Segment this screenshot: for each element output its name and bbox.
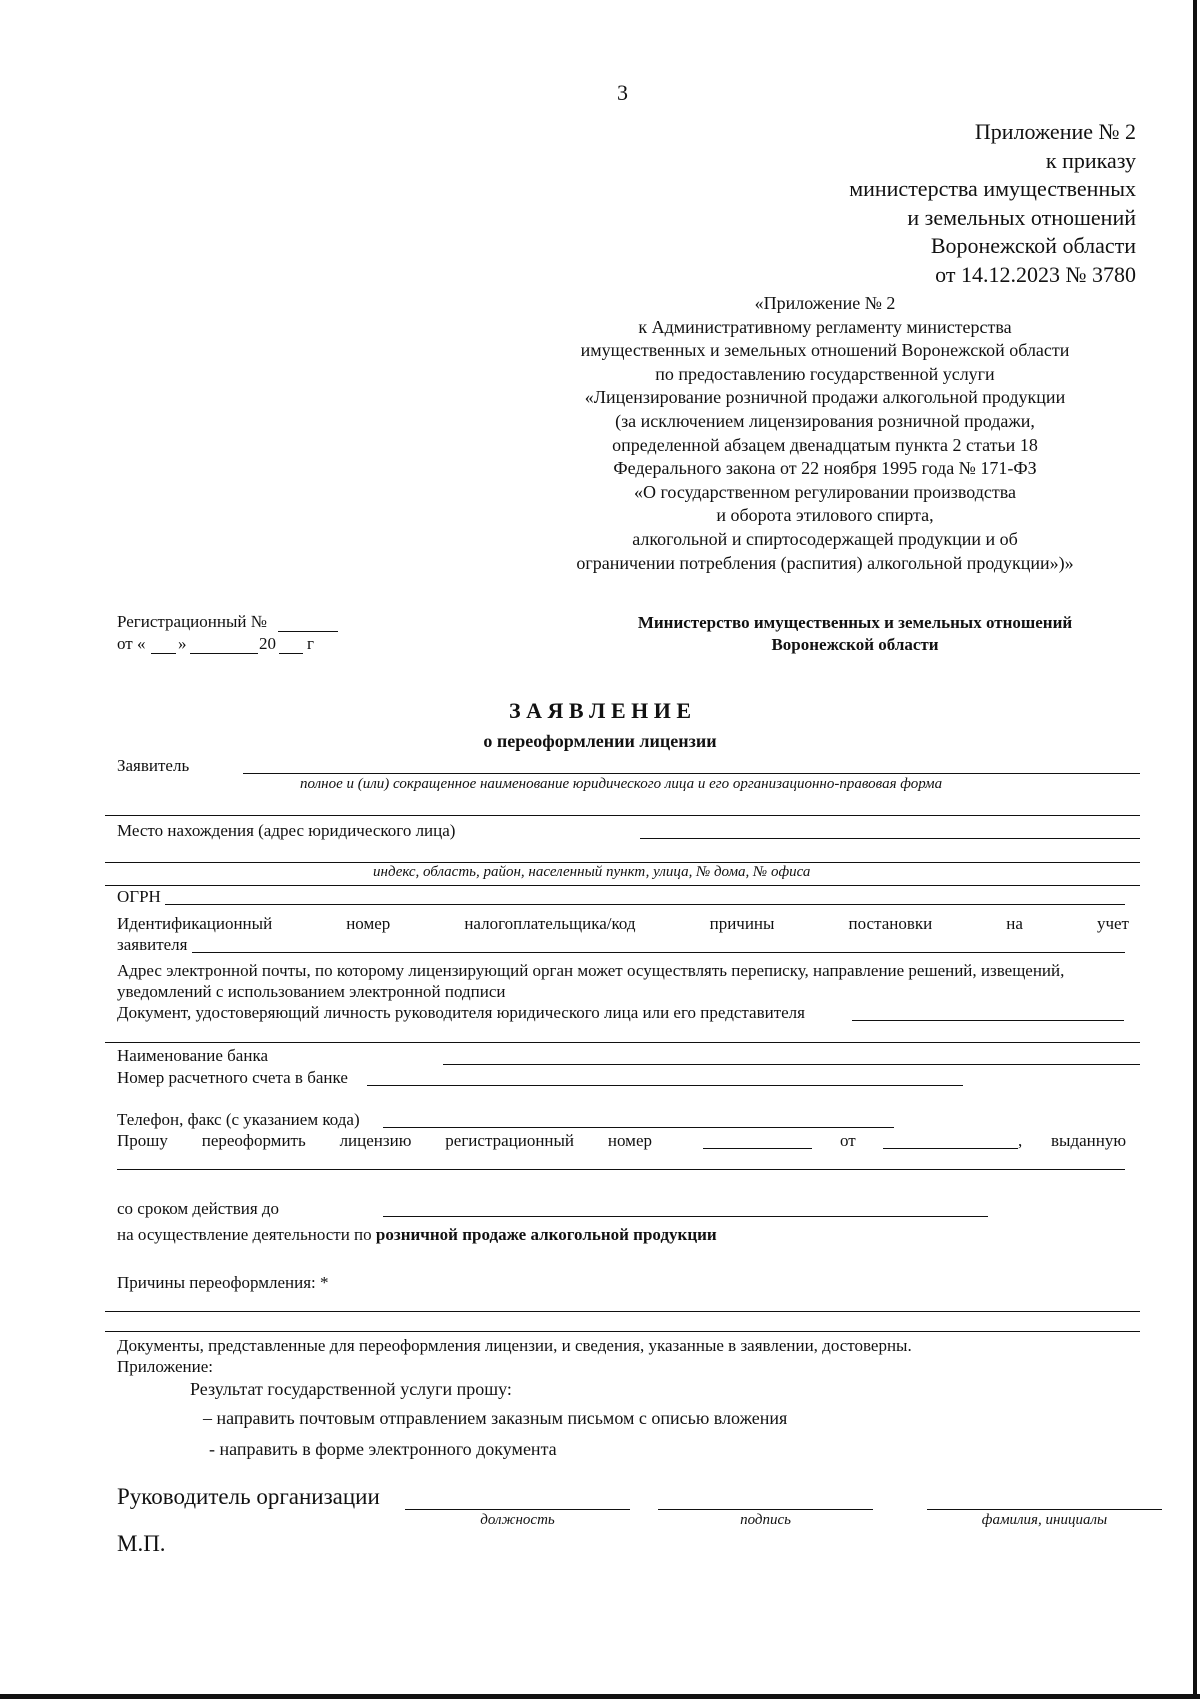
page-border-bottom [0,1694,1200,1699]
appendix-header [849,118,1136,289]
inn-word: налогоплательщика/код [464,914,636,933]
inn-word: на [1006,914,1023,933]
inn-word: учет [1096,914,1129,933]
page-subtitle: о переоформлении лицензии [483,731,717,751]
identity-doc-input-line[interactable] [852,1020,1124,1021]
bank-account-label: Номер расчетного счета в банке [117,1068,348,1087]
request-word: номер [607,1131,652,1150]
signature-head-label: Руководитель организации [117,1484,380,1509]
email-input-line[interactable] [105,1042,1140,1043]
registration-year-line[interactable] [279,653,303,654]
request-word: переоформить [201,1131,306,1150]
bank-name-label: Наименование банка [117,1046,268,1065]
reasons-input-line[interactable] [105,1311,1140,1312]
appendix-line: от 14.12.2023 № 3780 [935,261,1136,287]
issued-by-input-line[interactable] [117,1169,1125,1170]
request-word: лицензию [339,1131,412,1150]
registration-date-suffix: г [307,634,314,653]
regulation-line: ограничении потребления (распития) алкогольной продукции»)» [576,552,1074,573]
validity-label: со сроком действия до [117,1199,280,1218]
reasons-input-line-2[interactable] [105,1331,1140,1332]
name-input-line[interactable] [927,1509,1162,1510]
inn-input-line[interactable] [192,952,1125,953]
applicant-input-line-2[interactable] [105,815,1140,816]
ogrn-input-line[interactable] [165,904,1125,905]
registration-date-year: 20 [259,634,276,653]
regulation-line: по предоставлению государственной услуги [655,363,995,384]
bank-account-input-line[interactable] [367,1085,963,1086]
recipient-line: Министерство имущественных и земельных отношений [637,613,1073,632]
activity-text [117,1225,717,1245]
appendix-line: министерства имущественных [849,176,1136,201]
regulation-line: (за исключением лицензирования розничной продажи, [615,410,1035,431]
phone-label: Телефон, факс (с указанием кода) [117,1110,360,1129]
inn-label [117,914,1129,934]
inn-label-cont: заявителя [117,935,188,954]
location-hint: индекс, область, район, населенный пункт, улица, № дома, № офиса [373,864,811,880]
inn-word: номер [346,914,391,933]
registration-date-from: от « [117,634,146,653]
inn-word: постановки [848,914,933,933]
validity-input-line[interactable] [383,1216,988,1217]
phone-input-line[interactable] [383,1127,894,1128]
registration-day-line[interactable] [151,653,176,654]
inn-word: причины [709,914,775,933]
regulation-line: «Лицензирование розничной продажи алкогольной продукции [584,387,1066,408]
signature-hint: подпись [740,1512,791,1528]
page-border-right [1193,0,1197,1699]
attachment-label: Приложение: [117,1357,213,1376]
location-label: Место нахождения (адрес юридического лица) [117,821,456,840]
regulation-header [520,292,1130,575]
regulation-line: имущественных и земельных отношений Воронежской области [580,340,1070,361]
regulation-line: алкогольной и спиртосодержащей продукции и об [632,528,1018,549]
reasons-label: Причины переоформления: * [117,1273,329,1292]
appendix-line: Приложение № 2 [974,119,1136,144]
license-date-input-line[interactable] [883,1148,1018,1149]
position-input-line[interactable] [405,1509,630,1510]
applicant-input-line[interactable] [243,773,1140,774]
bank-name-input-line[interactable] [443,1064,1140,1065]
request-word: Прошу [117,1131,168,1150]
activity-bold: розничной продаже алкогольной продукции [375,1225,717,1244]
email-label-2: уведомлений с использованием электронной подписи [117,982,506,1001]
regulation-line: и оборота этилового спирта, [716,505,934,526]
registration-number-line[interactable] [278,631,338,632]
request-text [117,1131,652,1151]
license-number-input-line[interactable] [703,1148,812,1149]
appendix-line: к приказу [1045,147,1136,173]
identity-doc-label: Документ, удостоверяющий личность руководителя юридического лица или его представителя [117,1003,805,1022]
regulation-line: к Административному регламенту министерства [638,316,1012,337]
request-word: регистрационный [445,1131,575,1150]
request-comma: , [1018,1131,1023,1150]
registration-number-label: Регистрационный № [117,612,267,631]
registration-date-quote: » [178,634,187,653]
request-from: от [840,1131,856,1150]
appendix-line: и земельных отношений [907,204,1136,230]
ogrn-label: ОГРН [117,887,161,906]
position-hint: должность [480,1512,555,1528]
appendix-line: Воронежской области [930,233,1136,258]
email-label-1: Адрес электронной почты, по которому лицензирующий орган может осуществлять переписку, направление решений, извещений, [117,961,1065,980]
signature-input-line[interactable] [658,1509,873,1510]
regulation-line: определенной абзацем двенадцатым пункта 2 статьи 18 [612,434,1038,455]
result-option-mail[interactable]: – направить почтовым отправлением заказным письмом с описью вложения [203,1408,788,1428]
stamp-place: М.П. [117,1531,166,1556]
activity-prefix: на осуществление деятельности по [117,1225,376,1244]
applicant-hint: полное и (или) сокращенное наименование юридического лица и его организационно-правовая форма [300,776,943,792]
page-title: З А Я В Л Е Н И Е [508,698,692,723]
registration-month-line[interactable] [190,653,258,654]
regulation-line: «О государственном регулировании производства [633,481,1017,502]
regulation-line: «Приложение № 2 [754,293,896,313]
location-input-line-2[interactable] [105,862,1140,863]
recipient [600,612,1110,656]
documents-true-text: Документы, представленные для переоформления лицензии, и сведения, указанные в заявлении, достоверны. [117,1336,912,1355]
request-issued: выданную [1051,1131,1127,1150]
applicant-label: Заявитель [117,756,190,775]
result-intro: Результат государственной услуги прошу: [190,1379,512,1399]
regulation-line: Федерального закона от 22 ноября 1995 года № 171-ФЗ [613,458,1037,479]
location-input-line[interactable] [640,838,1140,839]
name-hint: фамилия, инициалы [981,1512,1108,1528]
location-hint-line [105,885,1140,886]
recipient-line: Воронежской области [771,635,939,654]
result-option-electronic[interactable]: - направить в форме электронного документа [209,1439,557,1459]
inn-word: Идентификационный [117,914,273,933]
page-number: 3 [617,80,628,105]
